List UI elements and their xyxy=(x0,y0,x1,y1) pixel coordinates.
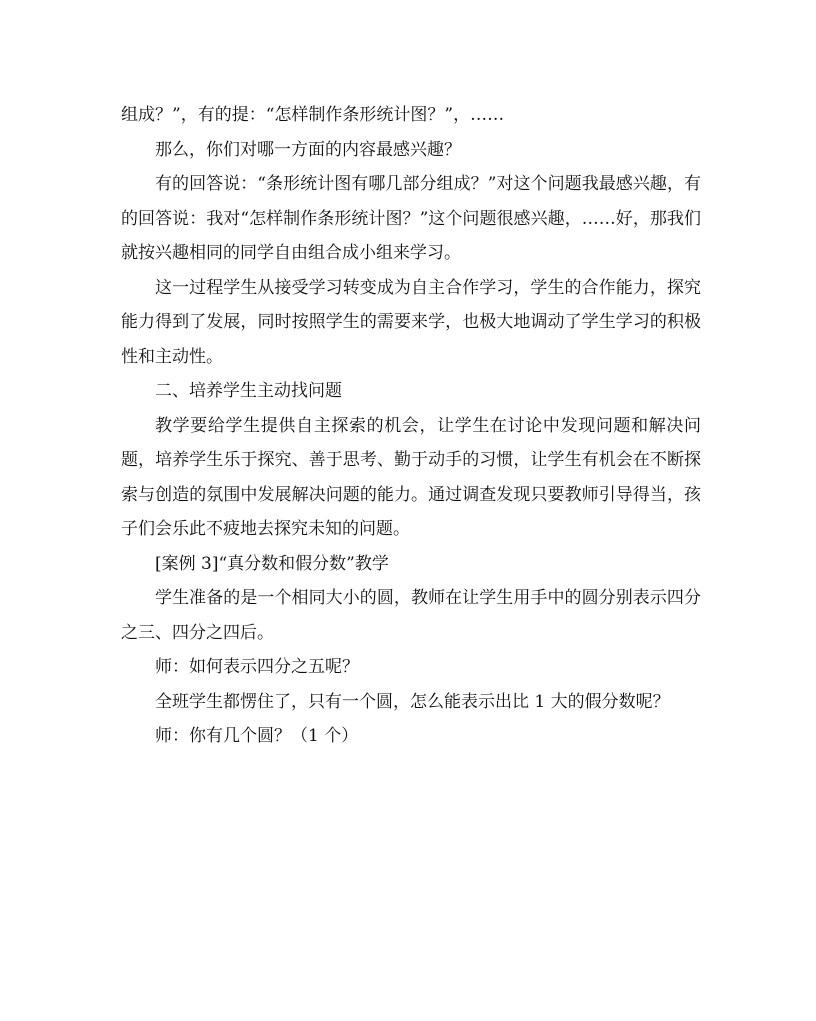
case-heading: [案例 3]“真分数和假分数”教学 xyxy=(155,553,389,574)
paragraph-process-summary: 这一过程学生从接受学习转变成为自主合作学习，学生的合作能力，探究能力得到了发展，同时按照学生的需要来学，也极大地调动了学生学习的积极性和主动性。 xyxy=(121,277,701,367)
paragraph-question: 那么，你们对哪一方面的内容最感兴趣？ xyxy=(155,139,461,160)
section-heading: 二、培养学生主动找问题 xyxy=(155,381,342,401)
paragraph-teacher-followup: 师：你有几个圆？（1 个） xyxy=(155,726,359,746)
paragraph-continuation: 组成？”，有的提：“怎样制作条形统计图？”，…… xyxy=(121,105,505,125)
document-body xyxy=(121,98,701,754)
paragraph-student-reaction: 全班学生都愣住了，只有一个圆，怎么能表示出比 1 大的假分数呢？ xyxy=(155,691,670,712)
paragraph-student-answers: 有的回答说：“条形统计图有哪几部分组成？”对这个问题我最感兴趣，有的回答说：我对“怎样制作条形统计图？”这个问题很感兴趣，……好，那我们就按兴趣相同的同学自由组合成小组来学习。 xyxy=(121,174,701,263)
paragraph-case-setup: 学生准备的是一个相同大小的圆，教师在让学生用手中的圆分别表示四分之三、四分之四后。 xyxy=(121,588,701,643)
paragraph-teaching-principle: 教学要给学生提供自主探索的机会，让学生在讨论中发现问题和解决问题，培养学生乐于探究、善于思考、勤于动手的习惯，让学生有机会在不断探索与创造的氛围中发展解决问题的能力。通过调查发现只要教师引导得当，孩子们会乐此不疲地去探究未知的问题。 xyxy=(121,415,701,539)
paragraph-teacher-question: 师：如何表示四分之五呢？ xyxy=(155,657,359,677)
